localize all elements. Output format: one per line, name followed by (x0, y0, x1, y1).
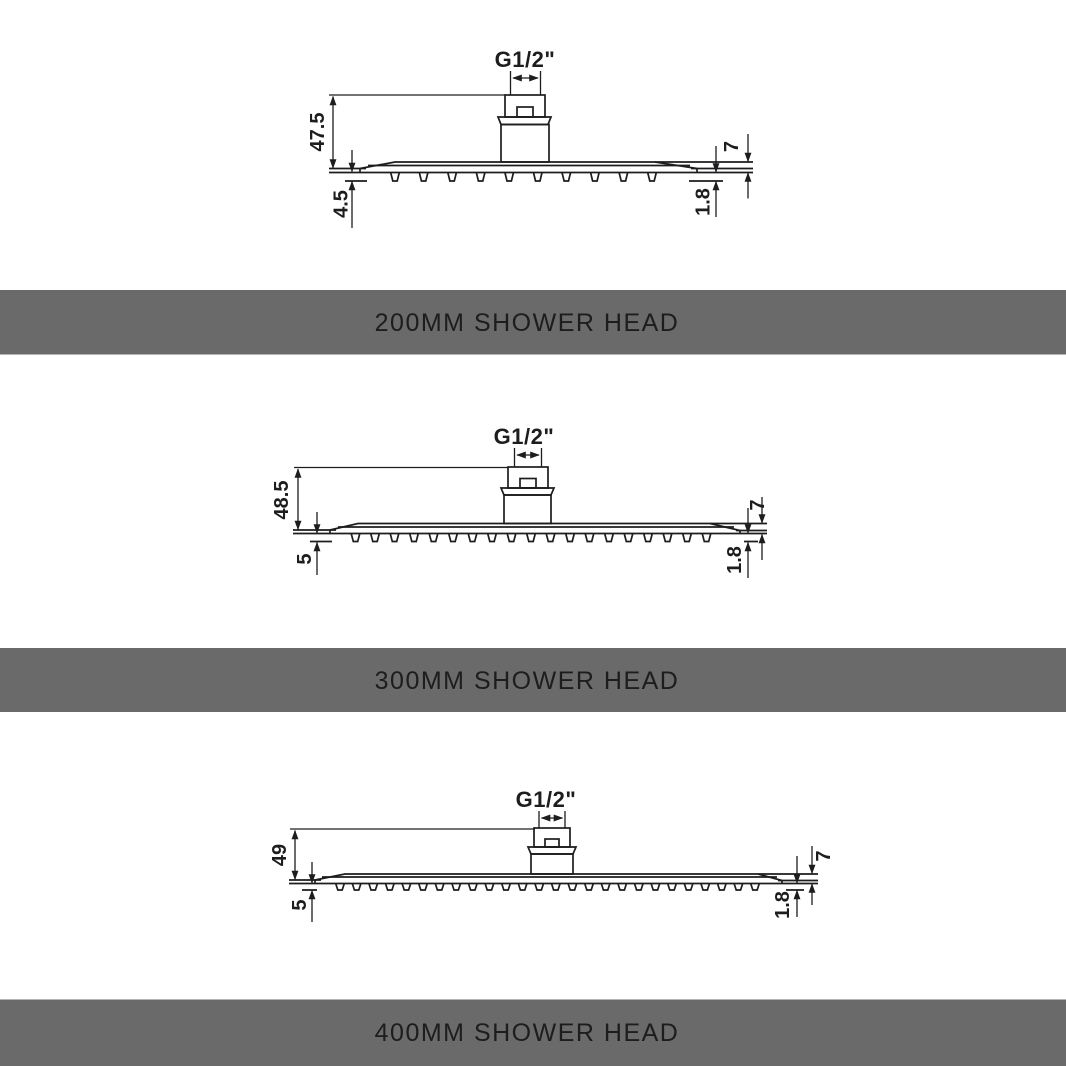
banner-title-300: 300MM SHOWER HEAD (374, 667, 680, 695)
thread-size-label-200: G1/2" (494, 47, 556, 72)
edge-thickness-value-300: 7 (747, 499, 769, 511)
thread-width-dimension-300 (515, 448, 542, 467)
overall-height-value-400: 49 (269, 843, 291, 867)
thread-connector-200 (498, 95, 551, 162)
section-banner-300mm (0, 648, 1066, 712)
edge-thickness-value-200: 7 (721, 140, 743, 153)
banner-title-400: 400MM SHOWER HEAD (374, 1019, 680, 1047)
nozzle-height-value-200: 1.8 (692, 188, 715, 216)
thread-width-dimension-400 (539, 811, 565, 828)
overall-height-value-300: 48.5 (271, 480, 293, 520)
nozzle-row-300 (351, 534, 711, 542)
thread-size-label-300: G1/2" (493, 424, 555, 449)
face-to-nozzle-value-300: 5 (294, 553, 316, 565)
nozzle-row-200 (391, 173, 657, 182)
thread-connector-400 (528, 828, 576, 874)
thread-width-dimension-200 (511, 71, 541, 95)
banner-title-200: 200MM SHOWER HEAD (374, 309, 680, 337)
nozzle-height-value-300: 1.8 (724, 546, 746, 574)
dimension-overall-height-400 (290, 829, 535, 880)
face-to-nozzle-value-200: 4.5 (330, 190, 353, 218)
section-banner-200mm (0, 290, 1066, 355)
drawing-300mm (271, 424, 769, 578)
dimension-overall-height-300 (294, 468, 509, 530)
nozzle-height-value-400: 1.8 (772, 891, 794, 919)
head-plate-300 (293, 524, 767, 542)
face-to-nozzle-value-400: 5 (289, 899, 311, 911)
thread-connector-300 (501, 467, 554, 524)
thread-size-label-400: G1/2" (515, 787, 577, 812)
edge-thickness-value-400: 7 (813, 850, 835, 862)
drawing-400mm (269, 787, 835, 922)
section-banner-400mm (0, 1000, 1066, 1066)
overall-height-value-200: 47.5 (307, 112, 329, 152)
nozzle-row-400 (336, 884, 760, 891)
dimension-overall-height-200 (329, 95, 506, 168)
drawing-200mm (307, 47, 753, 228)
